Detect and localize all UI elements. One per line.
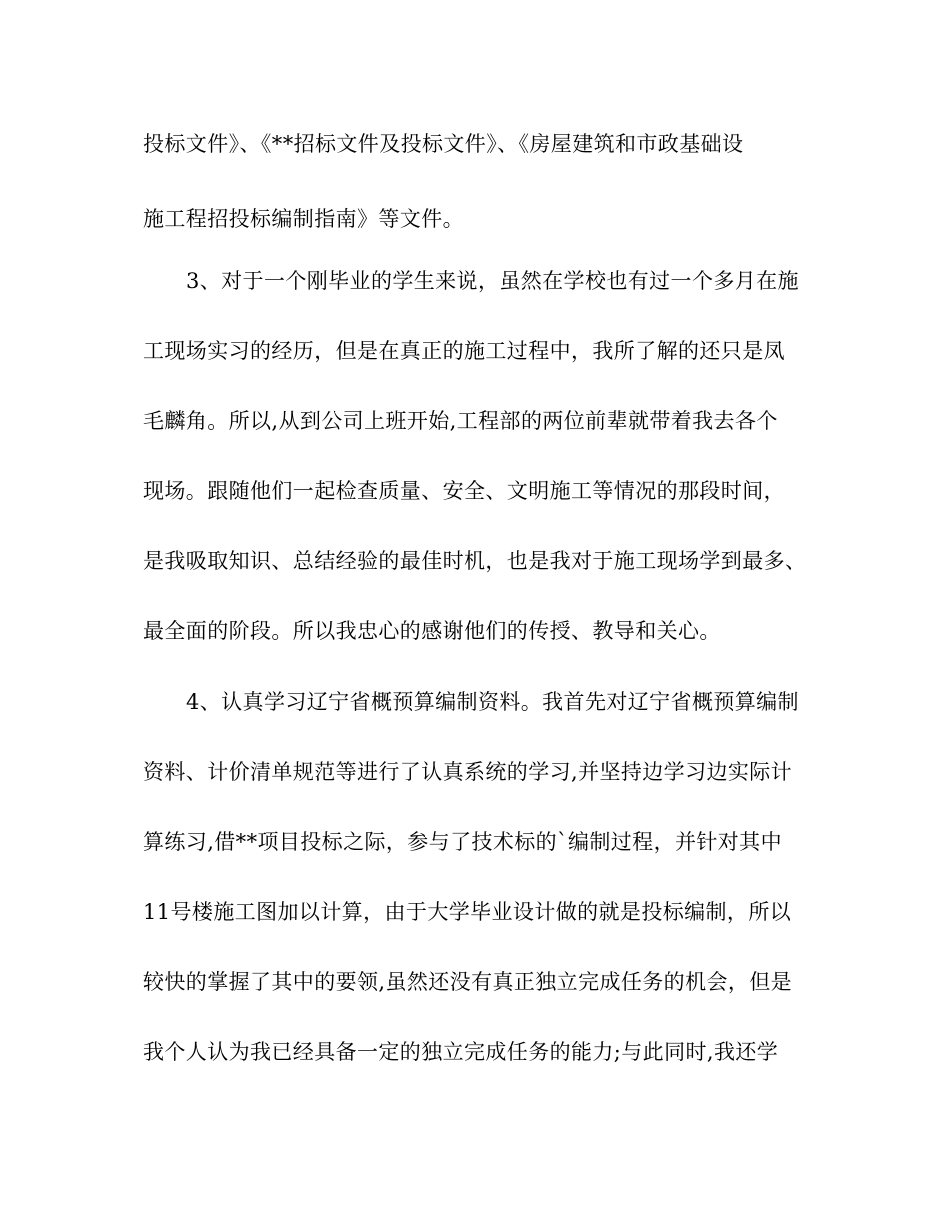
- text-line: 是我吸取知识、总结经验的最佳时机，也是我对于施工现场学到最多、: [143, 549, 807, 573]
- paragraph-4-first-line: 4、认真学习辽宁省概预算编制资料。我首先对辽宁省概预算编制: [186, 690, 799, 714]
- text-line: 工现场实习的经历，但是在真正的施工过程中，我所了解的还只是凤: [143, 339, 785, 363]
- text-line: 毛麟角。所以,从到公司上班开始,工程部的两位前辈就带着我去各个: [143, 409, 778, 433]
- text-line: 资料、计价清单规范等进行了认真系统的学习,并坚持边学习边实际计: [143, 760, 793, 784]
- text-line: 现场。跟随他们一起检查质量、安全、文明施工等情况的那段时间，: [143, 479, 785, 503]
- paragraph-3-first-line: 3、对于一个刚毕业的学生来说，虽然在学校也有过一个多月在施: [186, 269, 799, 293]
- text-line: 最全面的阶段。所以我忠心的感谢他们的传授、教导和关心。: [143, 619, 721, 643]
- text-line: 投标文件》、《**招标文件及投标文件》、《房屋建筑和市政基础设: [143, 132, 744, 156]
- text-line: 施工程招投标编制指南》等文件。: [143, 207, 464, 231]
- text-line: 较快的掌握了其中的要领,虽然还没有真正独立完成任务的机会，但是: [143, 970, 793, 994]
- text-line: 我个人认为我已经具备一定的独立完成任务的能力;与此同时,我还学: [143, 1040, 779, 1064]
- text-line: 算练习,借**项目投标之际，参与了技术标的`编制过程，并针对其中: [143, 830, 782, 854]
- text-line: 11号楼施工图加以计算，由于大学毕业设计做的就是投标编制，所以: [143, 900, 792, 924]
